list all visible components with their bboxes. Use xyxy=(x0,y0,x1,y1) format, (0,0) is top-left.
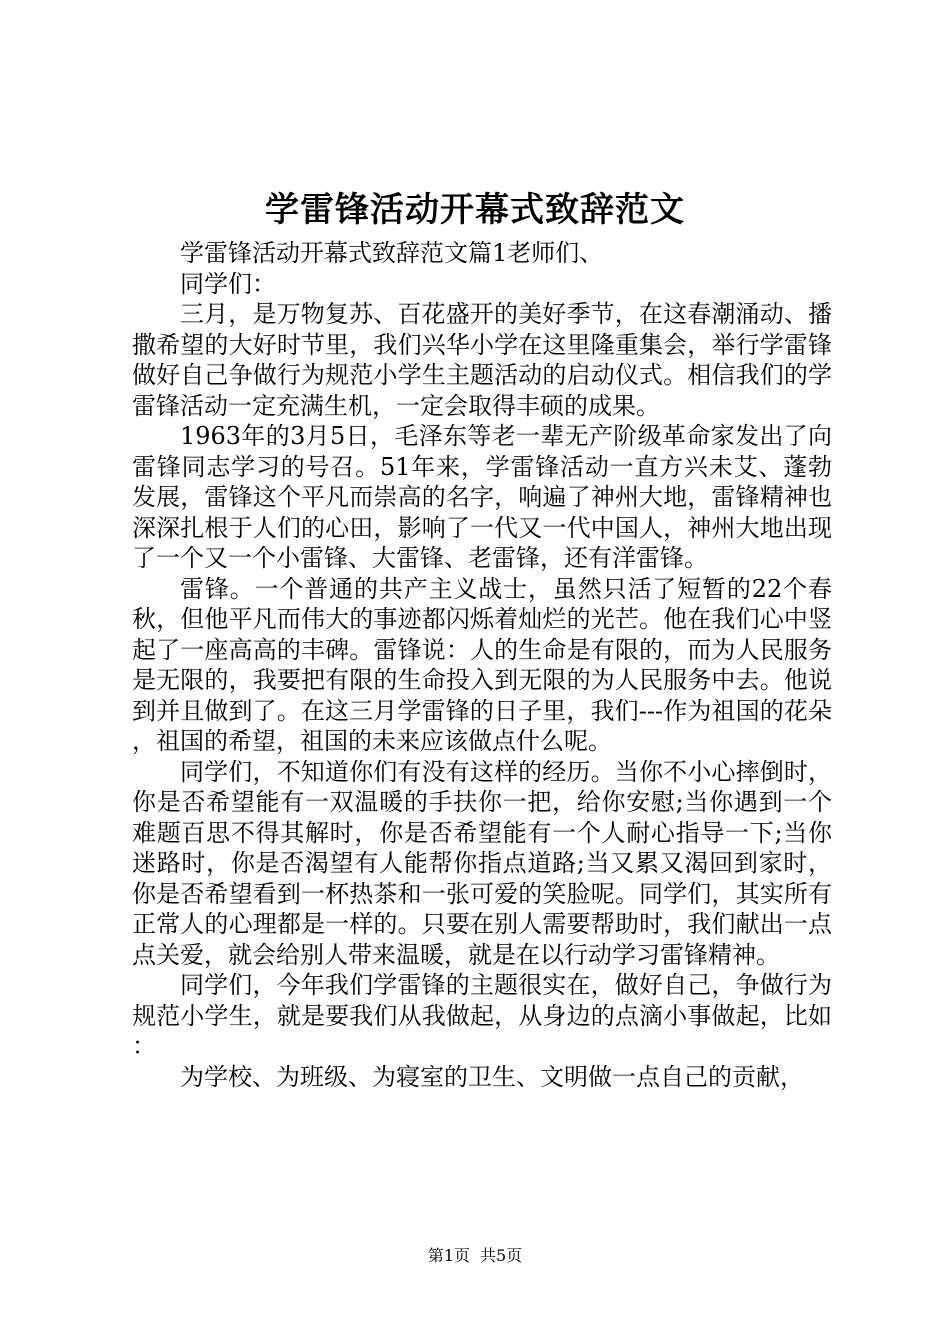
page-number: 第1页 xyxy=(427,1246,470,1265)
document-title: 学雷锋活动开幕式致辞范文 xyxy=(265,190,685,230)
paragraph-leifeng: 雷锋。一个普通的共产主义战士，虽然只活了短暂的22个春秋，但他平凡而伟大的事迹都闪烁着灿烂的光芒。他在我们心中竖起了一座高高的丰碑。雷锋说：人的生命是有限的，而为人民服务是无限的，我要把有限的生命投入到无限的为人民服务中去。他说到并且做到了。在这三月学雷锋的日子里，我们---作为祖国的花朵，祖国的希望，祖国的未来应该做点什么呢。 xyxy=(132,574,832,755)
page-footer xyxy=(0,1246,950,1266)
paragraph-theme: 同学们，今年我们学雷锋的主题很实在，做好自己，争做行为规范小学生，就是要我们从我做起，从身边的点滴小事做起，比如： xyxy=(132,971,832,1060)
document-body xyxy=(132,238,832,1092)
paragraph-march: 三月，是万物复苏、百花盛开的美好季节，在这春潮涌动、播撒希望的大好时节里，我们兴华小学在这里隆重集会，举行学雷锋做好自己争做行为规范小学生主题活动的启动仪式。相信我们的学雷锋活动一定充满生机，一定会取得丰硕的成果。 xyxy=(132,300,832,420)
paragraph-contribution: 为学校、为班级、为寝室的卫生、文明做一点自己的贡献， xyxy=(180,1062,804,1091)
paragraph-experience: 同学们，不知道你们有没有这样的经历。当你不小心摔倒时，你是否希望能有一双温暖的手扶你一把，给你安慰;当你遇到一个难题百思不得其解时，你是否希望能有一个人耐心指导一下;当你迷路时，你是否渴望有人能帮你指点道路;当又累又渴回到家时，你是否希望看到一杯热茶和一张可爱的笑脸呢。同学们，其实所有正常人的心理都是一样的。只要在别人需要帮助时，我们献出一点点关爱，就会给别人带来温暖，就是在以行动学习雷锋精神。 xyxy=(132,757,832,969)
page-total: 共5页 xyxy=(480,1246,523,1265)
paragraph-intro: 学雷锋活动开幕式致辞范文篇1老师们、 xyxy=(180,239,604,267)
paragraph-salutation: 同学们： xyxy=(180,269,276,298)
paragraph-1963: 1963年的3月5日，毛泽东等老一辈无产阶级革命家发出了向雷锋同志学习的号召。51年来，学雷锋活动一直方兴未艾、蓬勃发展，雷锋这个平凡而崇高的名字，响遍了神州大地，雷锋精神也深深扎根于人们的心田，影响了一代又一代中国人，神州大地出现了一个又一个小雷锋、大雷锋、老雷锋，还有洋雷锋。 xyxy=(132,422,832,572)
